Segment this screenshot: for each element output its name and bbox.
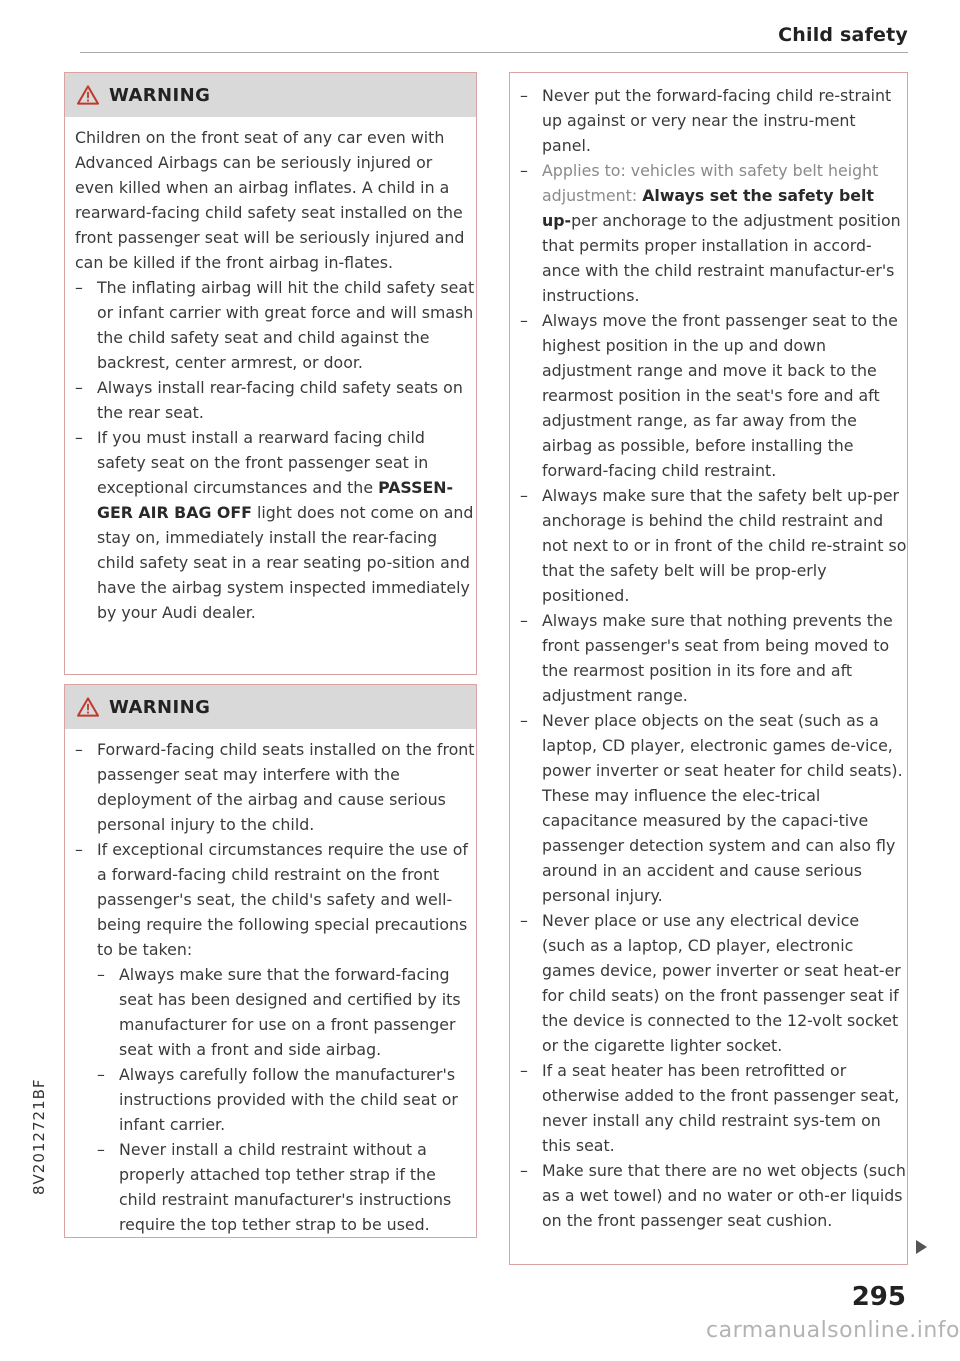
list-item [510,158,907,308]
warning-intro: Children on the front seat of any car even with Advanced Airbags can be seriously injured or even killed when an airbag inflates. A child in a rearward-facing child safety seat installed on the front passenger seat will be seriously injured and can be killed if the front airbag in-flates. [75,128,465,272]
warning-box-1 [64,72,477,675]
list-item [65,425,476,625]
warning-heading: WARNING [109,696,211,718]
list-item: – The inflating airbag will hit the child safety seat or infant carrier with great force and will smash the child safety seat and child against the backrest, center armrest, or door. [65,275,476,375]
item-text: per anchorage to the adjustment position that permits proper installation in accord-ance with the child restraint manufactur-er's instructions. [542,211,901,305]
list-item: – Always make sure that nothing prevents the front passenger's seat from being moved to the rearmost position in its fore and aft adjustment range. [510,608,907,708]
warning-header [65,73,476,117]
item-text: If you must install a rearward facing child safety seat on the front passenger seat in exceptional circumstances and the [97,428,429,497]
continue-arrow-icon [916,1240,927,1254]
list-item: – If exceptional circumstances require the use of a forward-facing child restraint on the front passenger's seat, the child's safety and well-being require the following special precautions to be taken: [65,837,476,962]
header-rule [80,52,908,53]
sub-list-item: – Never install a child restraint without a properly attached top tether strap if the child restraint manufacturer's instructions require the top tether strap to be used. [97,1137,476,1237]
sub-list-item: – Always carefully follow the manufacturer's instructions provided with the child seat or infant carrier. [97,1062,476,1137]
list-item: – Always make sure that the safety belt up-per anchorage is behind the child restraint and not next to or in front of the child re-straint so that the safety belt will be prop-erly positioned. [510,483,907,608]
applies-note: Applies to: vehicles with safety belt height adjustment: [542,161,879,205]
warning-triangle-icon [77,85,99,105]
item-text-bold: Always set the safety belt up- [542,186,874,230]
warning-heading: WARNING [109,84,211,106]
list-item: – Never put the forward-facing child re-straint up against or very near the instru-ment panel. [510,83,907,158]
indicator-label: PASSEN-GER AIR BAG OFF [97,478,454,522]
warning-header [65,685,476,729]
watermark: carmanualsonline.info [706,1318,960,1343]
item-text: light does not come on and stay on, immediately install the rear-facing child safety seat in a rear seating po-sition and have the airbag system inspected immediately by your Audi dealer. [97,503,474,622]
warning-triangle-icon [77,697,99,717]
list-item: – Never place objects on the seat (such as a laptop, CD player, electronic games de-vice, power inverter or seat heater for child seats). These may influence the elec-trical capacitance measured by the capaci-tive passenger detection system and can also fly around in an accident and cause serious personal injury. [510,708,907,908]
list-item: – If a seat heater has been retrofitted or otherwise added to the front passenger seat, never install any child restraint sys-tem on this seat. [510,1058,907,1158]
warning-box-2 [64,684,477,1238]
sub-list-item: – Always make sure that the forward-facing seat has been designed and certified by its manufacturer for use on a front passenger seat with a front and side airbag. [97,962,476,1062]
list-item: – Forward-facing child seats installed on the front passenger seat may interfere with the deployment of the airbag and cause serious personal injury to the child. [65,737,476,837]
warning-box-continued [509,72,908,1265]
list-item: – Always move the front passenger seat to the highest position in the up and down adjustment range and move it back to the rearmost position in the seat's fore and aft adjustment range, as far away from the airbag as possible, before installing the forward-facing child restraint. [510,308,907,483]
section-title: Child safety [778,24,908,46]
list-item: – Always install rear-facing child safety seats on the rear seat. [65,375,476,425]
document-code: 8V2012721BF [30,1078,48,1195]
page-number: 295 [851,1282,906,1312]
list-item: – Make sure that there are no wet objects (such as a wet towel) and no water or oth-er liquids on the front passenger seat cushion. [510,1158,907,1233]
list-item: – Never place or use any electrical device (such as a laptop, CD player, electronic games device, power inverter or seat heat-er for child seats) on the front passenger seat if the device is connected to the 12-volt socket or the cigarette lighter socket. [510,908,907,1058]
